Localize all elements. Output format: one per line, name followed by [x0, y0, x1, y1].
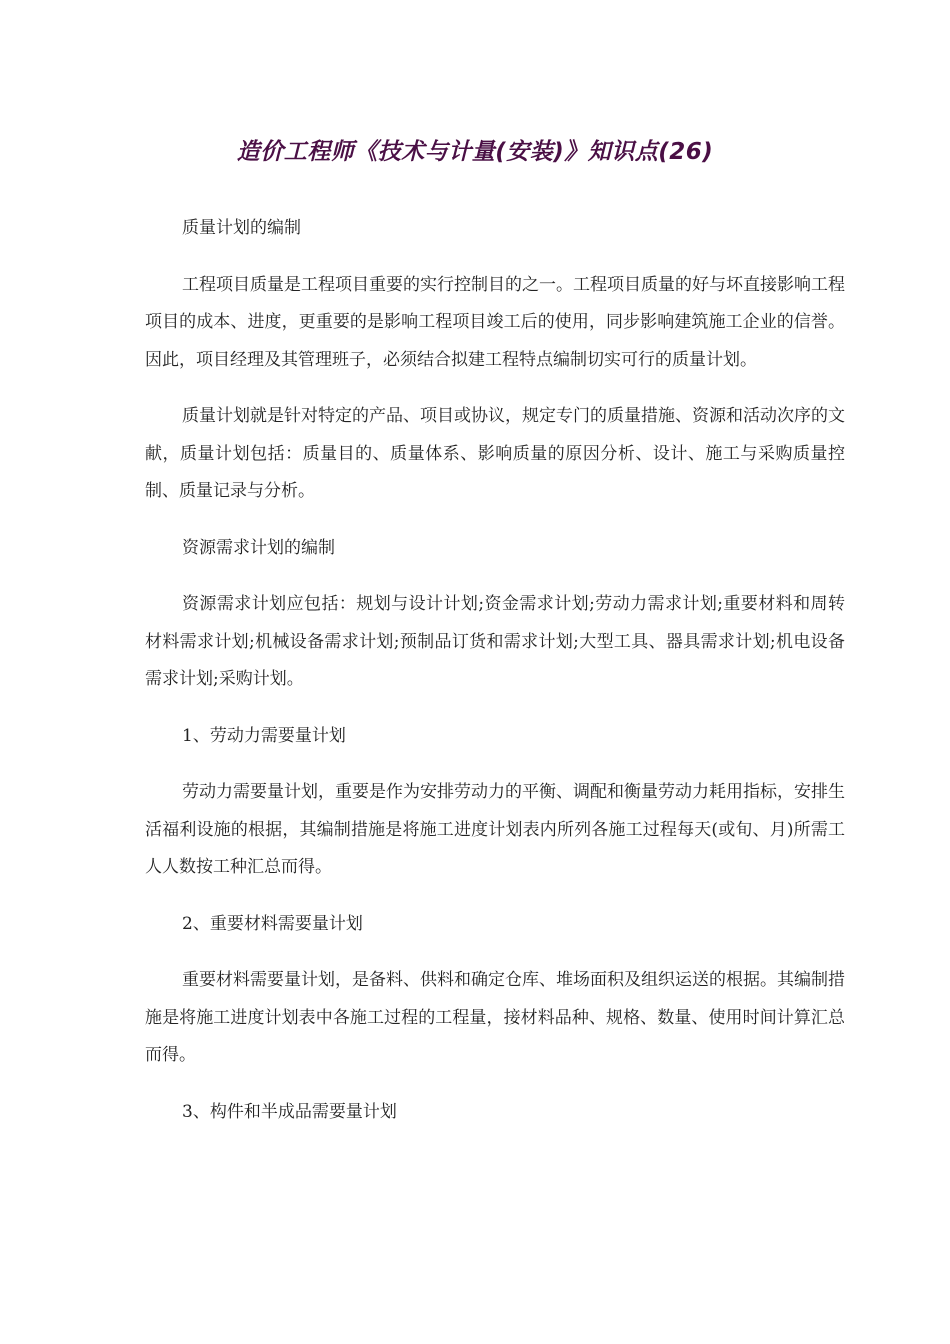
paragraph-quality-plan-definition: 质量计划就是针对特定的产品、项目或协议，规定专门的质量措施、资源和活动次序的文献，质量计划包括：质量目的、质量体系、影响质量的原因分析、设计、施工与采购质量控制、质量记录与分析。	[145, 406, 845, 501]
paragraph-resource-plan-contents: 资源需求计划应包括：规划与设计计划;资金需求计划;劳动力需求计划;重要材料和周转材料需求计划;机械设备需求计划;预制品订货和需求计划;大型工具、器具需求计划;机电设备需求计划;采购计划。	[145, 594, 845, 689]
section-heading-material-plan: 2、重要材料需要量计划	[182, 913, 363, 934]
section-heading-quality-plan: 质量计划的编制	[182, 218, 301, 238]
document-title: 造价工程师《技术与计量(安装)》知识点(26)	[236, 139, 714, 165]
paragraph-quality-importance: 工程项目质量是工程项目重要的实行控制目的之一。工程项目质量的好与坏直接影响工程项目的成本、进度，更重要的是影响工程项目竣工后的使用，同步影响建筑施工企业的信誉。因此，项目经理及其管理班子，必须结合拟建工程特点编制切实可行的质量计划。	[145, 274, 845, 370]
paragraph-material-plan: 重要材料需要量计划，是备料、供料和确定仓库、堆场面积及组织运送的根据。其编制措施是将施工进度计划表中各施工过程的工程量，接材料品种、规格、数量、使用时间计算汇总而得。	[145, 970, 845, 1065]
section-heading-component-plan: 3、构件和半成品需要量计划	[182, 1101, 397, 1122]
section-heading-labor-plan: 1、劳动力需要量计划	[182, 725, 346, 746]
document-body	[145, 210, 845, 1131]
section-heading-resource-plan: 资源需求计划的编制	[182, 537, 335, 558]
paragraph-labor-plan: 劳动力需要量计划，重要是作为安排劳动力的平衡、调配和衡量劳动力耗用指标，安排生活福利设施的根据，其编制措施是将施工进度计划表内所列各施工过程每天(或旬、月)所需工人人数按工种汇总而得。	[145, 782, 845, 877]
